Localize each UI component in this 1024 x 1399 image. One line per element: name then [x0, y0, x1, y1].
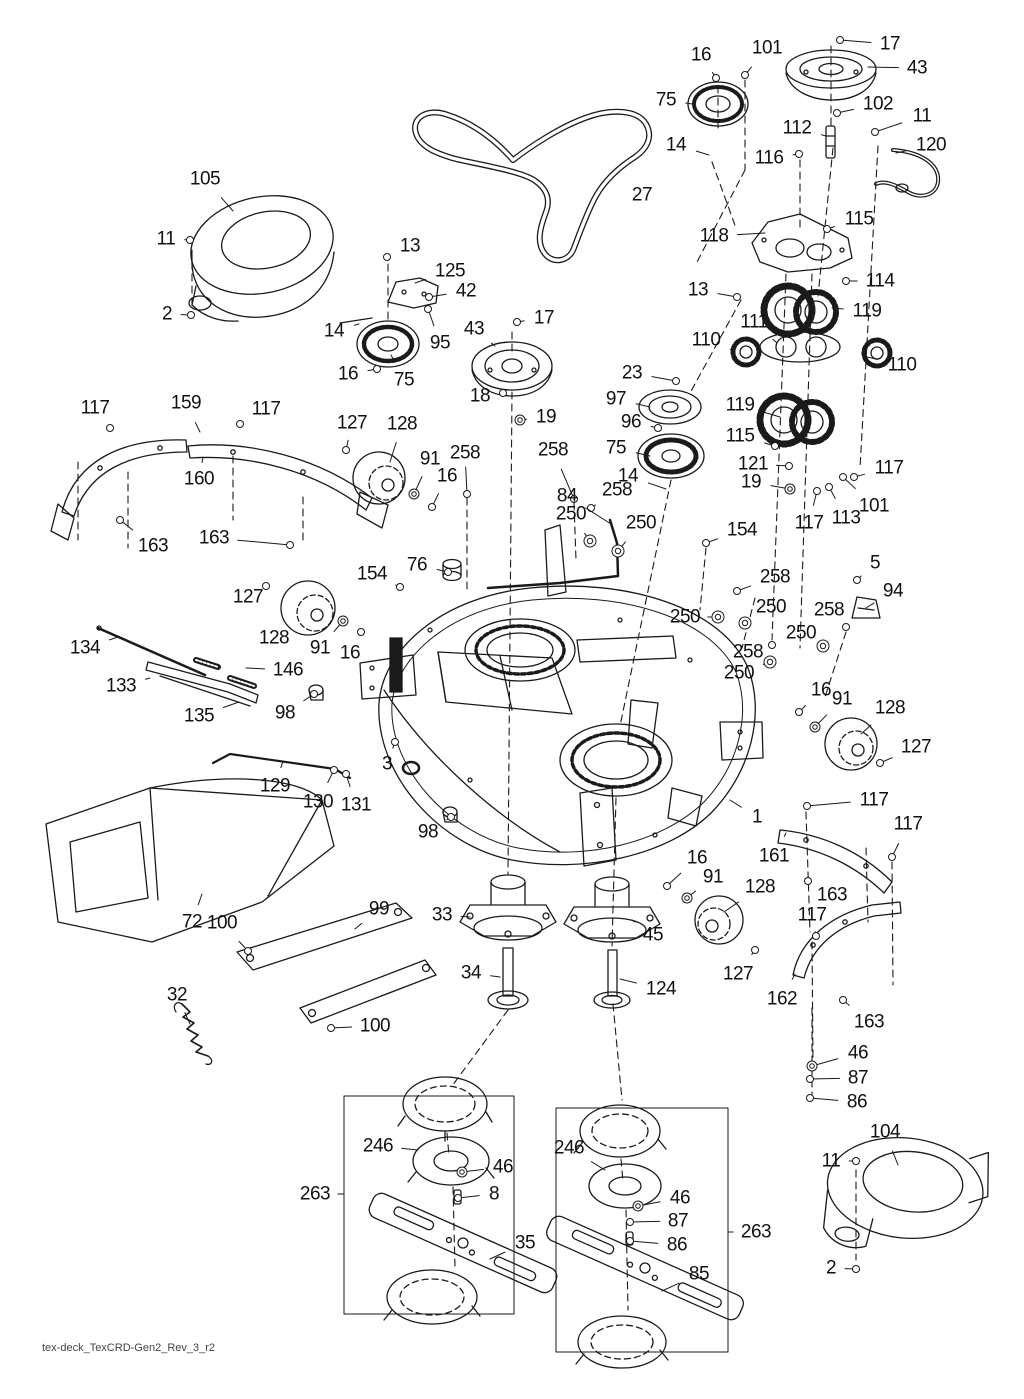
- callout-163: 163: [853, 1011, 885, 1033]
- part-hanger-arms-99: [237, 903, 436, 1023]
- part-gear-cluster-119-upper: [764, 286, 836, 334]
- callout-46: 46: [669, 1187, 691, 1209]
- callout-246: 246: [362, 1135, 394, 1157]
- part-gear-110-right: [864, 340, 890, 366]
- callout-133: 133: [105, 675, 137, 697]
- callout-75: 75: [605, 437, 627, 459]
- callout-86: 86: [666, 1234, 688, 1256]
- callout-85: 85: [688, 1263, 710, 1285]
- callout-101: 101: [751, 37, 783, 59]
- callout-134: 134: [69, 637, 101, 659]
- callout-258: 258: [601, 479, 633, 501]
- part-plate-118: [752, 214, 852, 272]
- part-trim-159: [51, 440, 187, 540]
- callout-100: 100: [206, 912, 238, 934]
- part-gear-cluster-119-lower: [760, 396, 832, 444]
- callout-246: 246: [553, 1137, 585, 1159]
- callout-17: 17: [879, 33, 901, 55]
- part-belt: [415, 112, 649, 261]
- callout-104: 104: [869, 1121, 901, 1143]
- callout-35: 35: [514, 1232, 536, 1254]
- callout-162: 162: [766, 988, 798, 1010]
- callout-100: 100: [359, 1015, 391, 1037]
- part-deck-housing: [360, 525, 763, 869]
- callout-5: 5: [869, 552, 881, 574]
- callout-13: 13: [687, 279, 709, 301]
- drawing-revision-id: tex-deck_TexCRD-Gen2_Rev_3_r2: [42, 1342, 216, 1354]
- callout-16: 16: [686, 847, 708, 869]
- assembly-dashed-lines: [78, 46, 893, 1310]
- callout-127: 127: [232, 586, 264, 608]
- callout-91: 91: [702, 866, 724, 888]
- callout-18: 18: [469, 385, 491, 407]
- callout-154: 154: [726, 519, 758, 541]
- part-rod-84: [488, 520, 618, 588]
- callout-117: 117: [893, 813, 923, 835]
- callout-11: 11: [912, 105, 932, 127]
- callout-76: 76: [406, 554, 428, 576]
- callout-45: 45: [642, 924, 664, 946]
- part-hose-120: [876, 150, 938, 196]
- callout-116: 116: [754, 147, 784, 169]
- callout-127: 127: [722, 963, 754, 985]
- callout-13: 13: [399, 235, 421, 257]
- callout-115: 115: [844, 208, 874, 230]
- part-belt-cover-105: [182, 183, 343, 321]
- callout-14: 14: [665, 134, 687, 156]
- part-spring-32: [174, 1003, 211, 1065]
- callout-163: 163: [198, 527, 230, 549]
- callout-120: 120: [915, 134, 947, 156]
- callout-258: 258: [732, 641, 764, 663]
- callout-121: 121: [737, 453, 769, 475]
- callout-258: 258: [759, 566, 791, 588]
- callout-112: 112: [782, 117, 812, 139]
- callout-23: 23: [621, 362, 643, 384]
- callout-258: 258: [537, 439, 569, 461]
- callout-94: 94: [882, 580, 904, 602]
- part-rod-134: [97, 626, 205, 675]
- callout-14: 14: [323, 320, 345, 342]
- callout-113: 113: [831, 507, 861, 529]
- callout-117: 117: [80, 397, 110, 419]
- callout-43: 43: [906, 57, 928, 79]
- callout-19: 19: [535, 406, 557, 428]
- part-blade-adapter-246-right: [574, 1105, 668, 1368]
- callout-250: 250: [755, 596, 787, 618]
- callout-46: 46: [492, 1156, 514, 1178]
- callout-258: 258: [813, 599, 845, 621]
- callout-11: 11: [821, 1150, 841, 1172]
- callout-154: 154: [356, 563, 388, 585]
- callout-27: 27: [631, 184, 653, 206]
- callout-16: 16: [810, 679, 832, 701]
- callout-250: 250: [669, 606, 701, 628]
- callout-110: 110: [887, 354, 917, 376]
- part-blade-brake-133: [146, 660, 258, 706]
- callout-124: 124: [645, 978, 677, 1000]
- part-spindle-33: [460, 875, 556, 940]
- part-shaft-34: [488, 948, 528, 1009]
- callout-117: 117: [794, 512, 824, 534]
- part-shaft-124: [594, 950, 630, 1008]
- callout-258: 258: [449, 442, 481, 464]
- callout-128: 128: [874, 697, 906, 719]
- callout-2: 2: [161, 303, 173, 325]
- callout-46: 46: [847, 1042, 869, 1064]
- callout-250: 250: [555, 503, 587, 525]
- callout-16: 16: [436, 465, 458, 487]
- callout-117: 117: [874, 457, 904, 479]
- callout-34: 34: [460, 962, 482, 984]
- leader-lines: [107, 33, 907, 1292]
- part-gauge-wheel-128-b: [281, 581, 335, 635]
- callout-160: 160: [183, 468, 215, 490]
- callout-42: 42: [455, 280, 477, 302]
- callout-43: 43: [463, 318, 485, 340]
- callout-11: 11: [156, 228, 176, 250]
- callout-101: 101: [858, 495, 890, 517]
- callout-86: 86: [846, 1091, 868, 1113]
- callout-115: 115: [725, 425, 755, 447]
- callout-16: 16: [339, 642, 361, 664]
- callout-250: 250: [625, 512, 657, 534]
- callout-131: 131: [340, 794, 372, 816]
- part-gauge-wheel-128-c: [825, 718, 877, 770]
- callout-14: 14: [617, 465, 639, 487]
- callout-127: 127: [336, 412, 368, 434]
- callout-102: 102: [862, 93, 894, 115]
- callout-250: 250: [785, 622, 817, 644]
- callout-75: 75: [393, 369, 415, 391]
- callout-127: 127: [900, 736, 932, 758]
- callout-72: 72: [181, 911, 203, 933]
- callout-16: 16: [337, 363, 359, 385]
- callout-97: 97: [605, 388, 627, 410]
- callout-32: 32: [166, 984, 188, 1006]
- callout-98: 98: [417, 821, 439, 843]
- callout-114: 114: [865, 270, 895, 292]
- part-gear-110-left: [733, 339, 759, 365]
- callout-8: 8: [488, 1183, 500, 1205]
- part-mulch-cover-104: [821, 1130, 993, 1261]
- callout-87: 87: [847, 1067, 869, 1089]
- callout-117: 117: [797, 904, 827, 926]
- callout-118: 118: [699, 225, 729, 247]
- callout-117: 117: [251, 398, 281, 420]
- part-idler-pulley-75-left: [340, 278, 438, 367]
- callout-119: 119: [725, 394, 755, 416]
- callout-3: 3: [381, 753, 393, 775]
- callout-99: 99: [368, 898, 390, 920]
- callout-250: 250: [723, 662, 755, 684]
- callout-19: 19: [740, 471, 762, 493]
- callout-75: 75: [655, 89, 677, 111]
- callout-96: 96: [620, 411, 642, 433]
- callout-91: 91: [309, 637, 331, 659]
- callout-91: 91: [419, 448, 441, 470]
- callout-159: 159: [170, 392, 202, 414]
- callout-87: 87: [667, 1210, 689, 1232]
- callout-98: 98: [274, 702, 296, 724]
- callout-17: 17: [533, 307, 555, 329]
- callout-135: 135: [183, 705, 215, 727]
- callout-95: 95: [429, 332, 451, 354]
- callout-91: 91: [831, 688, 853, 710]
- part-gauge-wheel-128-a: [353, 452, 405, 504]
- callout-105: 105: [189, 168, 221, 190]
- part-trim-160: [188, 445, 388, 528]
- callout-146: 146: [272, 659, 304, 681]
- callout-1: 1: [751, 806, 763, 828]
- callout-263: 263: [740, 1221, 772, 1243]
- part-gasket-111: [760, 332, 840, 362]
- callout-163: 163: [816, 884, 848, 906]
- callout-2: 2: [825, 1257, 837, 1279]
- part-blade-85: [544, 1210, 746, 1322]
- callout-117: 117: [859, 789, 889, 811]
- callout-129: 129: [259, 775, 291, 797]
- callout-163: 163: [137, 535, 169, 557]
- callout-125: 125: [434, 260, 466, 282]
- callout-128: 128: [258, 627, 290, 649]
- callout-110: 110: [691, 329, 721, 351]
- callout-84: 84: [556, 485, 578, 507]
- callout-161: 161: [758, 845, 790, 867]
- callout-263: 263: [299, 1183, 331, 1205]
- callout-128: 128: [386, 413, 418, 435]
- callout-16: 16: [690, 44, 712, 66]
- callout-33: 33: [431, 904, 453, 926]
- callout-111: 111: [740, 311, 768, 333]
- callout-130: 130: [302, 791, 334, 813]
- callout-128: 128: [744, 876, 776, 898]
- part-shaft-112: [826, 126, 835, 158]
- callout-119: 119: [852, 300, 882, 322]
